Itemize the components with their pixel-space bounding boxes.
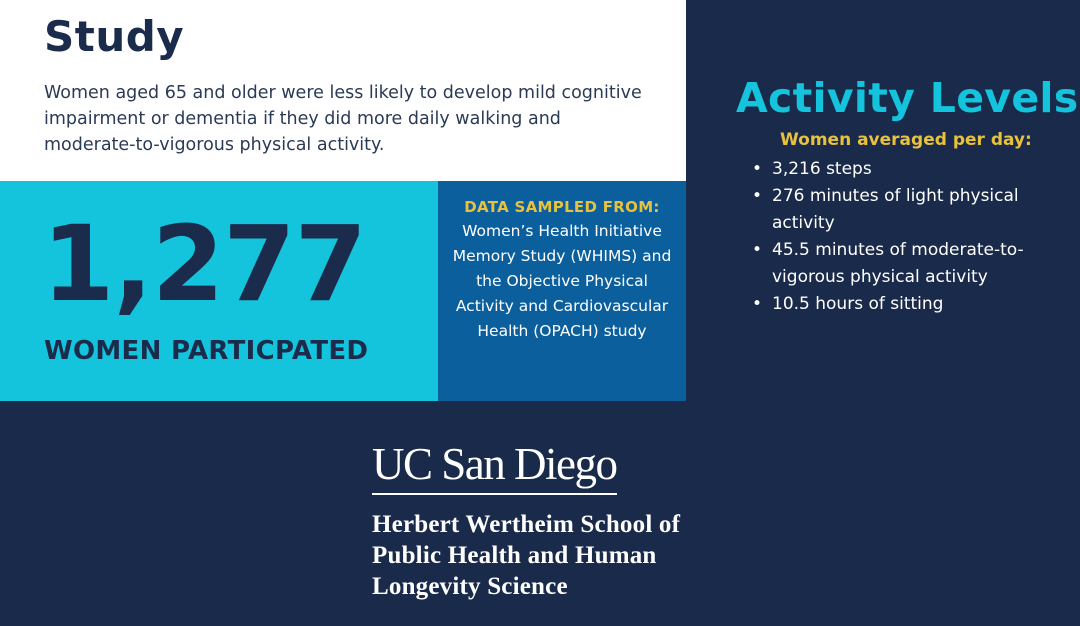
participant-label: WOMEN PARTICPATED	[44, 336, 369, 366]
uc-san-diego-logo	[372, 439, 732, 602]
logo-wordmark: UC San Diego	[372, 442, 617, 495]
bullet-icon: •	[752, 159, 763, 179]
activity-subtitle: Women averaged per day:	[780, 130, 1032, 150]
activity-item-light: 276 minutes of light physical activity	[772, 186, 1019, 233]
activity-item-moderate: 45.5 minutes of moderate-to-vigorous physical activity	[772, 240, 1024, 287]
bullet-icon: •	[752, 240, 763, 260]
logo-school-name: Herbert Wertheim School of Public Health and Human Longevity Science	[372, 511, 681, 600]
study-description: Women aged 65 and older were less likely to develop mild cognitive impairment or dementia if they did more daily walking and moderate-to-vigorous physical activity.	[44, 83, 642, 155]
list-item	[752, 237, 1052, 291]
list-item	[752, 156, 1052, 183]
study-panel	[0, 0, 686, 181]
bullet-icon: •	[752, 294, 763, 314]
bullet-icon: •	[752, 186, 763, 206]
list-item	[752, 183, 1052, 237]
data-source-heading: DATA SAMPLED FROM:	[464, 198, 660, 216]
activity-item-steps: 3,216 steps	[772, 159, 872, 179]
data-source-panel	[438, 181, 686, 401]
activity-list	[752, 156, 1052, 318]
activity-title: Activity Levels	[736, 74, 1079, 122]
list-item	[752, 291, 1052, 318]
data-source-text: Women’s Health Initiative Memory Study (WHIMS) and the Objective Physical Activity and Cardiovascular Health (OPACH) study	[452, 222, 672, 340]
participant-count: 1,277	[42, 203, 366, 325]
participant-count-panel	[0, 181, 438, 401]
activity-item-sitting: 10.5 hours of sitting	[772, 294, 944, 314]
study-title: Study	[44, 12, 185, 61]
